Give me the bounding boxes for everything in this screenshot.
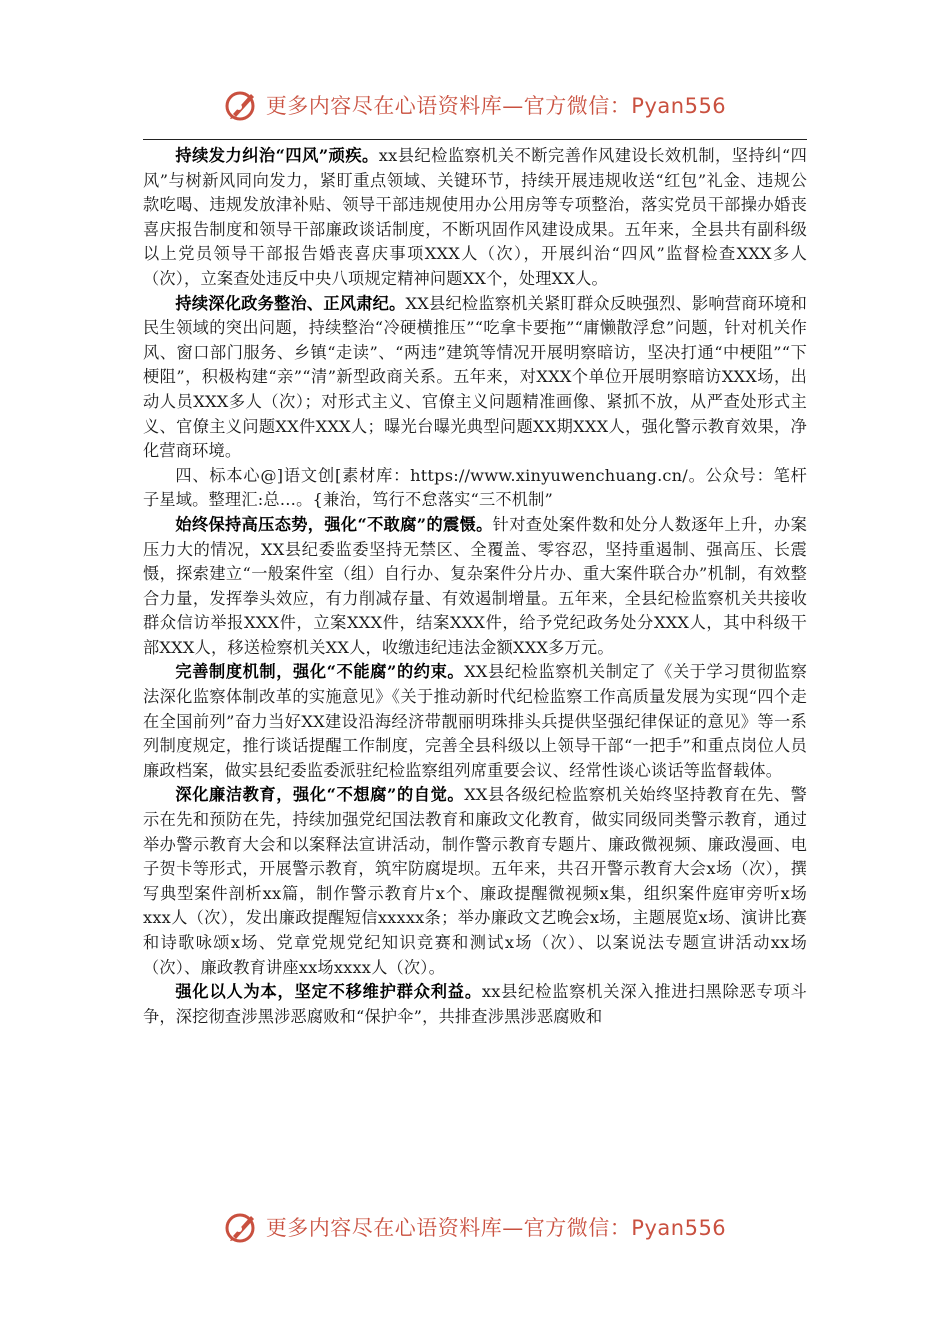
pen-logo-icon — [224, 88, 258, 122]
paragraph-text: XX县纪检监察机关制定了《关于学习贯彻监察法深化监察体制改革的实施意见》《关于推动新时代纪检监察工作高质量发展为实现“四个走在全国前列”奋力当好XX建设沿海经济带靓丽明珠排头兵提供坚强纪律保证的意见》等一系列制度规定，推行谈话提醒工作制度，完善全县科级以上领导干部“一把手”和重点岗位人员廉政档案，做实县纪委监委派驻纪检监察组列席重要会议、经常性谈心谈话等监督载体。 — [143, 662, 807, 780]
paragraph — [143, 660, 807, 783]
paragraph-text: XX县各级纪检监察机关始终坚持教育在先、警示在先和预防在先，持续加强党纪国法教育和廉政文化教育，做实同级同类警示教育，通过举办警示教育大会和以案释法宣讲活动，制作警示教育专题片、廉政微视频、廉政漫画、电子贺卡等形式，开展警示教育，筑牢防腐堤坝。五年来，共召开警示教育大会x场（次），撰写典型案件剖析xx篇，制作警示教育片x个、廉政提醒微视频x集，组织案件庭审旁听x场xxx人（次），发出廉政提醒短信xxxxx条；举办廉政文艺晚会x场，主题展览x场、演讲比赛和诗歌咏颂x场、党章党规党纪知识竞赛和测试x场（次）、以案说法专题宣讲活动xx场（次）、廉政教育讲座xx场xxxx人（次）。 — [143, 785, 807, 977]
paragraph — [143, 513, 807, 661]
paragraph-heading: 强化以人为本，坚定不移维护群众利益。 — [175, 982, 482, 1002]
paragraph — [143, 144, 807, 292]
footer-banner — [0, 1202, 950, 1252]
paragraph-text: xx县纪检监察机关不断完善作风建设长效机制，坚持纠“四风”与树新风同向发力，紧盯重点领域、关键环节，持续开展违规收送“红包”礼金、违规公款吃喝、违规发放津补贴、领导干部违规使用办公用房等专项整治，落实党员干部操办婚丧喜庆报告制度和领导干部廉政谈话制度，不断巩固作风建设成果。五年来，全县共有副科级以上党员领导干部报告婚丧喜庆事项XXX人（次），开展纠治“四风”监督检查XXX多人（次），立案查处违反中央八项规定精神问题XX个，处理XX人。 — [143, 146, 807, 288]
header-divider — [143, 139, 807, 140]
paragraph — [143, 783, 807, 980]
section-heading-text: 四、标本心@]语文创[素材库：https://www.xinyuwenchuang.cn/。公众号：笔杆子星域。整理汇:总…。{兼治，笃行不怠落实“三不机制” — [143, 465, 807, 510]
document-body — [143, 144, 807, 1029]
banner-text: 更多内容尽在心语资料库—官方微信：Pyan556 — [265, 94, 727, 118]
section-heading — [143, 464, 807, 513]
paragraph-heading: 持续发力纠治“四风”顽疾。 — [175, 146, 379, 165]
banner-text: 更多内容尽在心语资料库—官方微信：Pyan556 — [265, 1216, 727, 1240]
paragraph — [143, 980, 807, 1029]
paragraph — [143, 292, 807, 464]
paragraph-text: xx县纪检监察机关深入推进扫黑除恶专项斗争，深挖彻查涉黑涉恶腐败和“保护伞”，共排查涉黑涉恶腐败和 — [143, 982, 807, 1026]
paragraph-heading: 深化廉洁教育，强化“不想腐”的自觉。 — [175, 785, 465, 805]
paragraph-heading: 持续深化政务整治、正风肃纪。 — [175, 293, 406, 313]
paragraph-heading: 完善制度机制，强化“不能腐”的约束。 — [175, 662, 465, 682]
header-banner — [0, 80, 950, 130]
paragraph-text: XX县纪检监察机关紧盯群众反映强烈、影响营商环境和民生领域的突出问题，持续整治“冷硬横推压”“吃拿卡要拖”“庸懒散浮怠”问题，针对机关作风、窗口部门服务、乡镇“走读”、“两违”建筑等情况开展明察暗访，坚决打通“中梗阻”“下梗阻”，积极构建“亲”“清”新型政商关系。五年来，对XXX个单位开展明察暗访XXX场，出动人员XXX多人（次）；对形式主义、官僚主义问题精准画像、紧抓不放，从严查处形式主义、官僚主义问题XX件XXX人；曝光台曝光典型问题XX期XXX人，强化警示教育效果，净化营商环境。 — [143, 293, 808, 461]
pen-logo-icon — [224, 1210, 258, 1244]
paragraph-text: 针对查处案件数和处分人数逐年上升，办案压力大的情况，XX县纪委监委坚持无禁区、全覆盖、零容忍，坚持重遏制、强高压、长震慑，探索建立“一般案件室（组）自行办、复杂案件分片办、重大案件联合办”机制，有效整合力量，发挥拳头效应，有力削减存量、有效遏制增量。五年来，全县纪检监察机关共接收群众信访举报XXX件，立案XXX件，结案XXX件，给予党纪政务处分XXX人，其中科级干部XXX人，移送检察机关XX人，收缴违纪违法金额XXX多万元。 — [143, 514, 807, 657]
paragraph-heading: 始终保持高压态势，强化“不敢腐”的震慑。 — [175, 514, 493, 534]
